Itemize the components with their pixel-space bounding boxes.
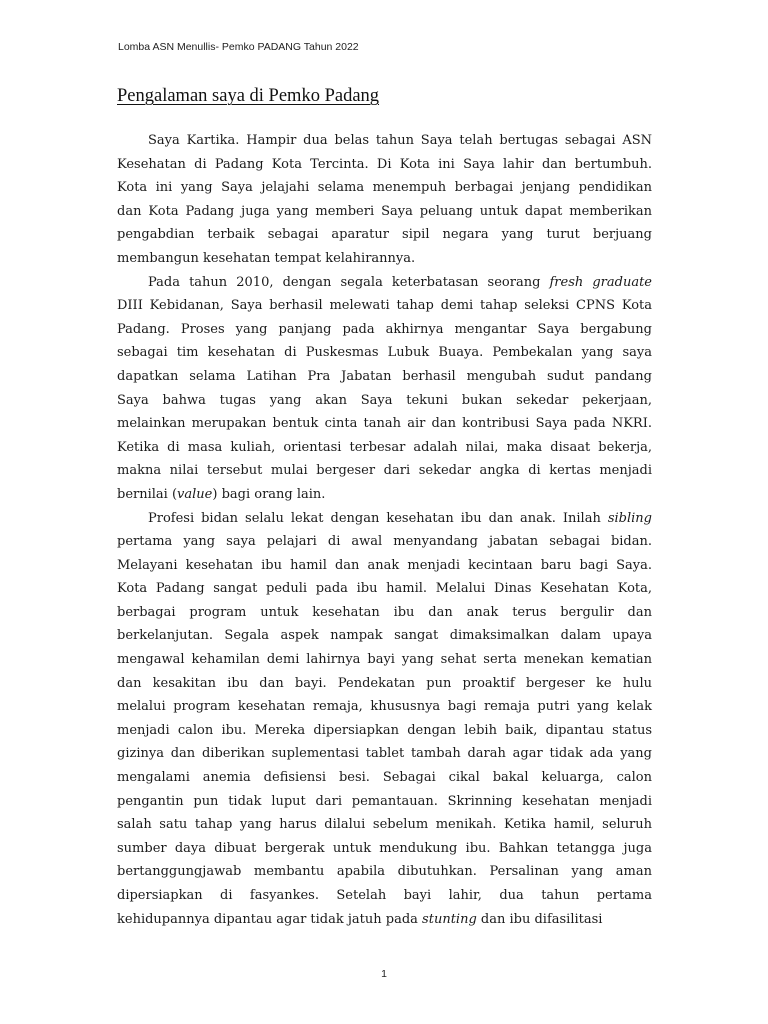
paragraph <box>117 507 652 932</box>
text-line: dan kesakitan ibu dan bayi. Pendekatan pun proaktif bergeser ke hulu <box>117 675 652 691</box>
page-header: Lomba ASN Menullis- Pemko PADANG Tahun 2022 <box>118 41 359 53</box>
text-line: sebagai tim kesehatan di Puskesmas Lubuk Buaya. Pembekalan yang saya <box>117 345 652 361</box>
italic-term: sibling <box>607 510 652 526</box>
text-line: dapatkan selama Latihan Pra Jabatan berhasil mengubah sudut pandang <box>117 368 652 384</box>
text-line: DIII Kebidanan, Saya berhasil melewati tahap demi tahap seleksi CPNS Kota <box>117 298 652 314</box>
text-line: Saya Kartika. Hampir dua belas tahun Saya telah bertugas sebagai ASN <box>148 133 652 148</box>
document-body <box>117 129 652 931</box>
text-line: pengabdian terbaik sebagai aparatur sipil negara yang turut berjuang <box>117 227 652 243</box>
text-line: gizinya dan diberikan suplementasi tablet tambah darah agar tidak ada yang <box>117 746 652 762</box>
text-line: kehidupannya dipantau agar tidak jatuh pada stunting dan ibu difasilitasi <box>117 911 603 927</box>
text-line: Kota Padang sangat peduli pada ibu hamil. Melalui Dinas Kesehatan Kota, <box>117 581 652 597</box>
italic-term: fresh graduate <box>549 274 653 290</box>
text-line: Melayani kesehatan ibu hamil dan anak menjadi kecintaan baru bagi Saya. <box>117 557 652 573</box>
text-line: melalui program kesehatan remaja, khususnya bagi remaja putri yang kelak <box>117 699 652 715</box>
text-line: Padang. Proses yang panjang pada akhirnya mengantar Saya bergabung <box>117 321 652 337</box>
italic-term: stunting <box>422 911 477 927</box>
text-line: berkelanjutan. Segala aspek nampak sangat dimaksimalkan dalam upaya <box>117 628 652 644</box>
text-line: Kota ini yang Saya jelajahi selama menempuh berbagai jenjang pendidikan <box>117 180 652 196</box>
text-line: bertanggungjawab membantu apabila dibutuhkan. Persalinan yang aman <box>117 864 652 880</box>
text-line: Profesi bidan selalu lekat dengan kesehatan ibu dan anak. Inilah sibling <box>148 510 652 526</box>
text-line: melainkan merupakan bentuk cinta tanah air dan kontribusi Saya pada NKRI. <box>117 416 652 432</box>
document-title: Pengalaman saya di Pemko Padang <box>117 86 380 106</box>
text-line: Kesehatan di Padang Kota Tercinta. Di Kota ini Saya lahir dan bertumbuh. <box>117 156 652 172</box>
text-line: salah satu tahap yang harus dilalui sebelum menikah. Ketika hamil, seluruh <box>117 817 652 833</box>
text-line: Ketika di masa kuliah, orientasi terbesar adalah nilai, maka disaat bekerja, <box>117 439 652 455</box>
text-line: Saya bahwa tugas yang akan Saya tekuni bukan sekedar pekerjaan, <box>117 392 652 408</box>
text-line: menjadi calon ibu. Mereka dipersiapkan dengan lebih baik, dipantau status <box>117 722 652 738</box>
text-line: Pada tahun 2010, dengan segala keterbatasan seorang fresh graduate <box>148 274 653 290</box>
text-line: membangun kesehatan tempat kelahirannya. <box>117 250 416 266</box>
text-line: sumber daya dibuat bergerak untuk mendukung ibu. Bahkan tetangga juga <box>117 840 652 856</box>
italic-term: value <box>177 486 213 502</box>
text-line: berbagai program untuk kesehatan ibu dan anak terus bergulir dan <box>117 604 652 620</box>
text-line: pertama yang saya pelajari di awal menyandang jabatan sebagai bidan. <box>117 534 652 550</box>
text-line: mengalami anemia defisiensi besi. Sebagai cikal bakal keluarga, calon <box>117 770 652 786</box>
text-line: bernilai (value) bagi orang lain. <box>117 486 326 502</box>
page-number: 1 <box>381 968 387 980</box>
text-line: mengawal kehamilan demi lahirnya bayi yang sehat serta menekan kematian <box>117 652 652 668</box>
paragraph <box>117 129 652 271</box>
text-line: dipersiapkan di fasyankes. Setelah bayi lahir, dua tahun pertama <box>117 888 652 903</box>
text-line: pengantin pun tidak luput dari pemantauan. Skrinning kesehatan menjadi <box>117 793 652 809</box>
paragraph <box>117 271 652 507</box>
text-line: dan Kota Padang juga yang memberi Saya peluang untuk dapat memberikan <box>117 203 652 219</box>
text-line: makna nilai tersebut mulai bergeser dari sekedar angka di kertas menjadi <box>117 463 652 479</box>
